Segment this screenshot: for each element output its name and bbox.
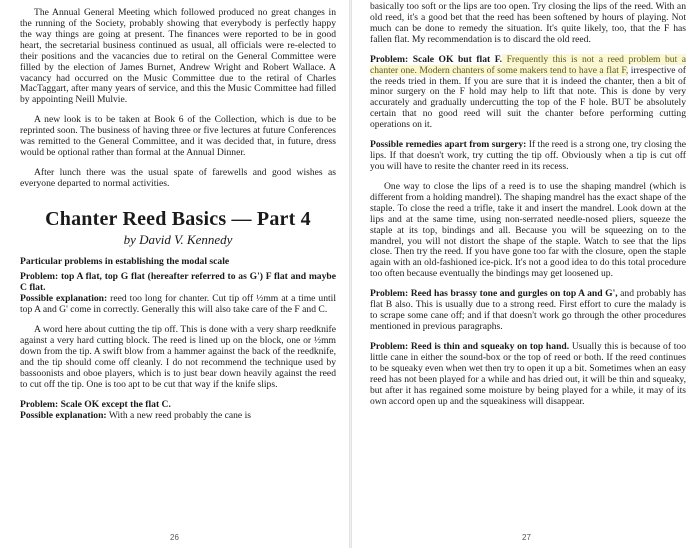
agm-paragraph: The Annual General Meeting which followed produced no great changes in the running of the Society, probably showing that everybody is perfectly happy the way things are going at present. The finances were reported to be in good heart, the secretarial business continued as usual, all officials were re-elected to their positions and the vacancies due to retiral on the General Committee were filled by the election of James Burnet, Andrew Wright and Robert Wallace. A vacancy had occurred on the Music Committee due to the retiral of Charles MacTaggart, after many years of service, and this the Music Committee had filled by appointing Neill Mulvie. <box>20 7 336 106</box>
problem-3 <box>370 55 686 131</box>
section-subhead: Particular problems in establishing the modal scale <box>20 256 230 268</box>
explanation-2 <box>20 411 336 422</box>
problem-3-label: Problem: Scale OK but flat F. <box>370 53 503 65</box>
remedies-label: Possible remedies apart from surgery: <box>370 139 527 151</box>
problem-5-text: Usually this is because of too little cane in either the sound-box or the top of reed or both. If the reed continues to be squeaky even when wet then try to open it up a bit. Sometimes when an easy reed has not been played for a while and has dried out, it will be thin and squeaky, but after it has regained some moisture by being played for a while, it may of its own accord open up and the squeakiness will disappear. <box>370 340 686 407</box>
farewell-paragraph: After lunch there was the usual spate of farewells and good wishes as everyone departed to normal activities. <box>20 166 336 189</box>
problem-3-text: irrespective of the reeds tried in them. If you are sure that it is indeed the chanter, then a bit of minor surgery on the F hold may help to lift that note. This is done by very accurately and gradually undercutting the top of the F hole. BUT be absolutely certain that no good reed will suit the chanter before performing cutting operations on it. <box>370 64 686 131</box>
explanation-2-label: Possible explanation: <box>20 409 107 421</box>
problem-4-label: Problem: Reed has brassy tone and gurgles on top A and G', <box>370 288 618 300</box>
page-number-left: 26 <box>170 532 179 542</box>
mandrel-paragraph: One way to close the lips of a reed is to use the shaping mandrel (which is different from a holding mandrel). The shaping mandrel has the exact shape of the staple. To close the reed a trifle, take it and insert the mandrel. Look down at the lips and at the same time, using non-serrated needle-nosed pliers, squeeze the staple at its top, bindings and all. Because you will be squeezing on to the mandrel, you will not distort the shape of the staple. Watch to see that the lips close. Then try the reed. If you have gone too far with the closure, open the staple again with an old-fashioned ice-pick. It's not a good idea to do this total procedure too often because eventually the bindings may get loosened up. <box>370 180 686 280</box>
page-number-right: 27 <box>522 532 531 542</box>
problem-1: Problem: top A flat, top G flat (hereafter referred to as G') F flat and maybe C flat. <box>20 271 336 294</box>
remedies-text: If the reed is a strong one, try closing the lips. If that doesn't work, try cutting the tip off. Obviously when a tip is cut off you will have to resite the chanter reed in its recess. <box>370 139 686 172</box>
explanation-1 <box>20 294 336 316</box>
explanation-1-text: reed too long for chanter. Cut tip off ½mm at a time until top A and G' come in correctly. Generally this will also take care of the F and C. <box>20 293 336 316</box>
highlighted-text: Frequently this is not a reed problem but a chanter one. Modern chanters of some makers tend to have a flat F, <box>370 53 686 76</box>
problem-5 <box>370 342 686 408</box>
problem-5-label: Problem: Reed is thin and squeaky on top hand. <box>370 340 570 352</box>
right-page <box>352 0 700 548</box>
article-title: Chanter Reed Basics — Part 4 <box>45 207 311 230</box>
article-byline: by David V. Kennedy <box>123 231 233 247</box>
explanation-2-text: With a new reed probably the cane is <box>106 409 251 421</box>
remedies-paragraph <box>370 140 686 173</box>
problem-2: Problem: Scale OK except the flat C. <box>20 398 171 410</box>
cutting-tip-paragraph: A word here about cutting the tip off. This is done with a very sharp reedknife against a very hard cutting block. The reed is lined up on the block, one or ½mm down from the tip. A swift blow from a hammer against the back of the reedknife, and the tip should come off cleanly. I do not recommend the technique used by bassoonists and oboe players, which is to just bear down heavily against the reed to cut off the tip. One is too apt to be cut that way if the knife slips. <box>20 324 336 390</box>
problem-4 <box>370 289 686 333</box>
problem-4-text: and probably has flat B also. This is usually due to a strong reed. First effort to cure the malady is to scrape some cane off; and if that doesn't work go through the other procedures mentioned in previous paragraphs. <box>370 288 686 332</box>
explanation-1-label: Possible explanation: <box>20 293 108 305</box>
continued-paragraph: basically too soft or the lips are too open. Try closing the lips of the reed. With an old reed, it's a good bet that the reed has been softened by hours of playing. Not much can be done to remedy the situation. It's quite likely, too, that the F has fallen flat. My recommendation is to discard the old reed. <box>370 1 686 45</box>
book6-paragraph: A new look is to be taken at Book 6 of the Collection, which is due to be reprinted soon. The business of having three or five lectures at future Conferences was remitted to the General Committee, and it was decided that, in future, dress would be optional rather than formal at the Annual Dinner. <box>20 114 336 159</box>
